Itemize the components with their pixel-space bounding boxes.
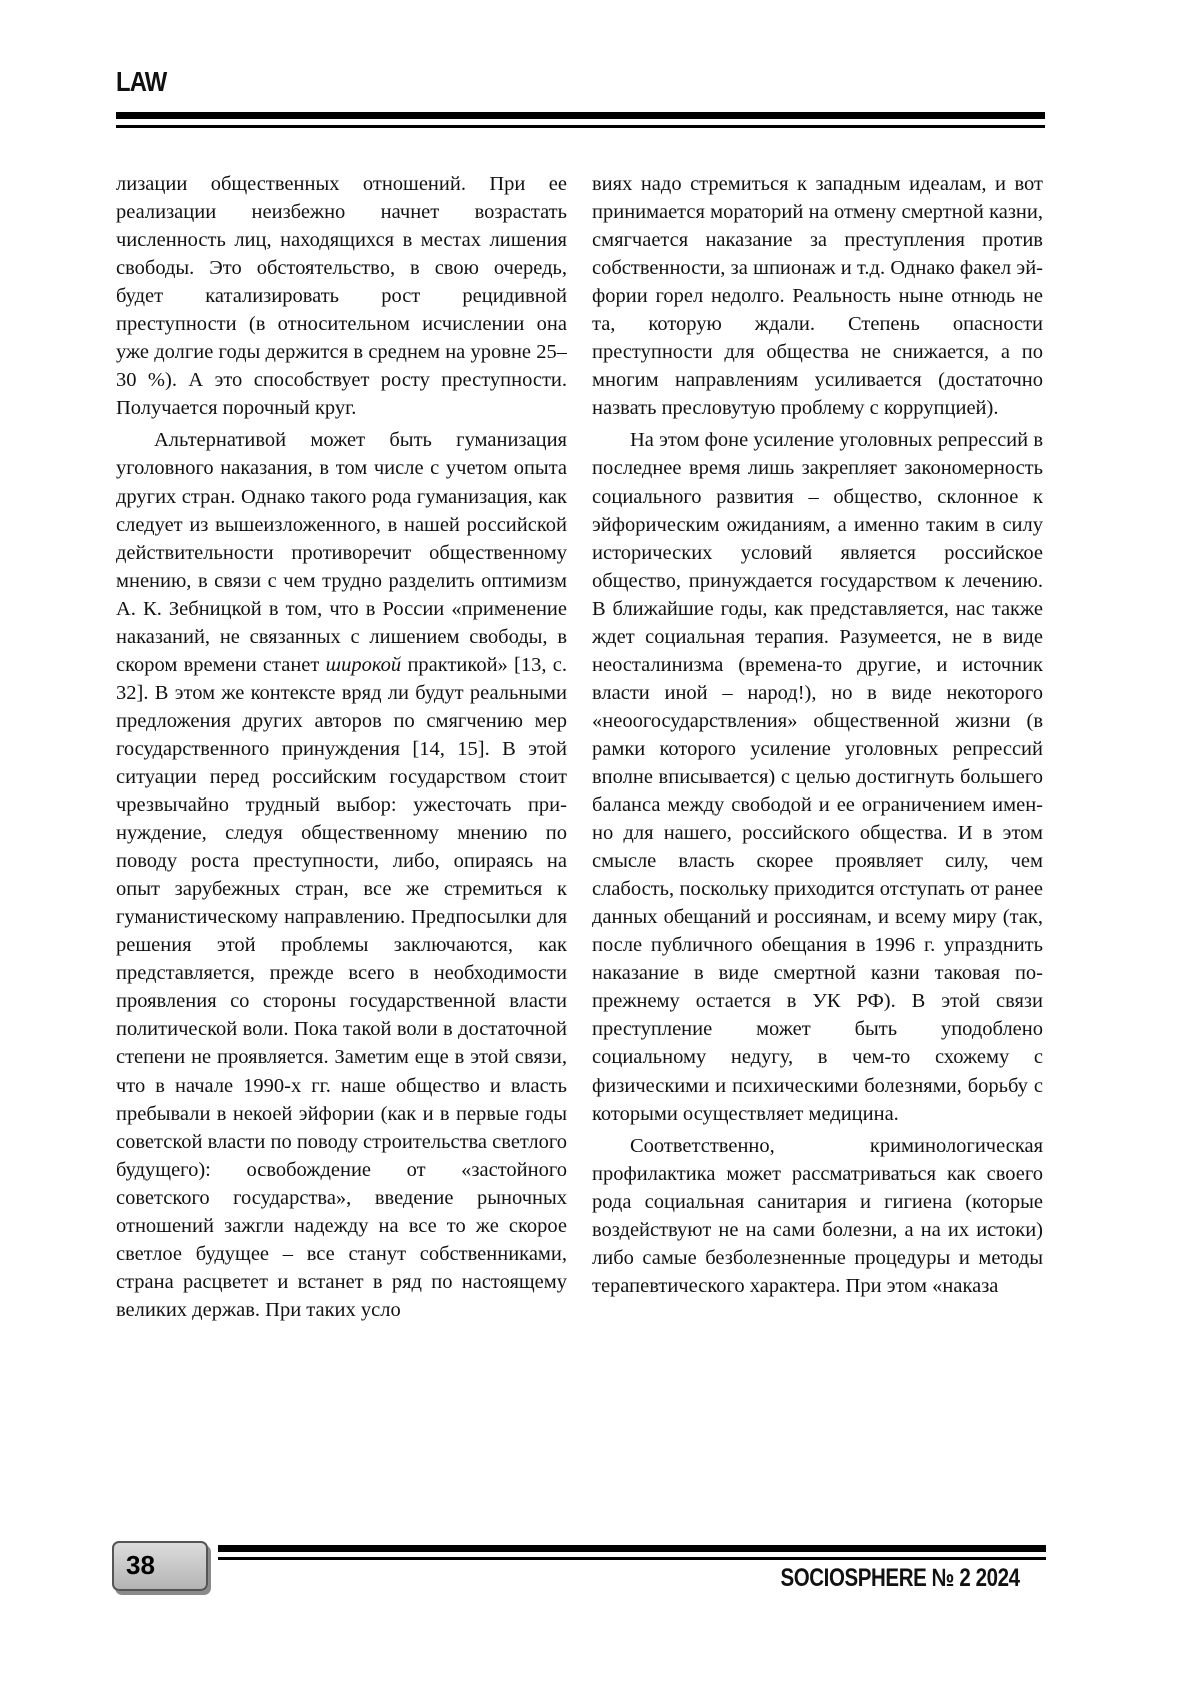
page-number-badge: 38 [112, 1541, 208, 1591]
right-paragraph-2: На этом фоне усиление уголовных репрессий в последнее время лишь закрепляет закономерность социального развития – общество, склонное к эйфорическим ожиданиям, а именно таким в силу исторических условий является российское общество, принуждается государством к лечению. В ближайшие годы, как представляется, нас также ждет социальная терапия. Разумеется, не в виде неосталинизма (времена-то другие, и источник власти иной – народ!), но в виде некоторого «неоогосударствления» общественной жизни (в рамки которого усиление уголовных репрессий вполне вписывается) с целью достигнуть большего баланса между свободой и ее ограничением именно для нашего, российского общества. И в этом смысле власть скорее проявляет силу, чем слабость, поскольку приходится отступать от ранее данных обещаний и россиянам, и всему миру (так, после публичного обещания в 1996 г. упразднить наказание в виде смертной казни таковая по-прежнему остается в УК РФ). В этой связи преступление может быть уподоблено социальному недугу, в чем-то схожему с физическими и психическими болезнями, борьбу с которыми осуществляет медицина. [592, 429, 1043, 1125]
footer-rule-thin [218, 1557, 1046, 1560]
right-paragraph-1: виях надо стремиться к западным идеалам, и вот принимается мораторий на отмену смертной казни, смягчается наказание за преступления против собственности, за шпионаж и т.д. Однако факел эйфории горел недолго. Реальность ныне отнюдь не та, которую ждали. Степень опасности преступности для общества не снижается, а по многим направлениям усиливается (достаточно назвать пресловутую проблему с коррупцией). [592, 173, 1043, 420]
header-rule-thick [116, 112, 1045, 119]
section-label: LAW [116, 66, 167, 97]
left-paragraph-2: Альтернативой может быть гуманизация уголовного наказания, в том числе с учетом опыта других стран. Однако такого рода гуманизация, как следует из вышеизложенного, в нашей российской действительности противоречит общественному мнению, в связи с чем трудно разделить оптимизм А. К. Зебницкой в том, что в России «применение наказаний, не связанных с лишением свободы, в скором времени станет широкой практикой» [13, с. 32]. В этом же контексте вряд ли будут реальными предложения других авторов по смягчению мер государственного принуждения [14, 15]. В этой ситуации перед российским государством стоит чрезвычайно трудный выбор: ужесточать принуждение, следуя общественному мнению по поводу роста преступности, либо, опираясь на опыт зарубежных стран, все же стремиться к гуманистическому направлению. Предпосылки для решения этой проблемы заключаются, как представляется, прежде всего в необходимости проявления со стороны государственной власти политической воли. Пока такой воли в достаточной степени не проявляется. Заметим еще в этой связи, что в начале 1990-х гг. наше общество и власть пребывали в некоей эйфории (как и в первые годы советской власти по поводу строительства светлого будущего): освобождение от «застойного советского государства», введение рыночных отношений зажгли надежду на все то же скорое светлое будущее – все станут собственниками, страна расцветет и встанет в ряд по настоящему великих держав. При таких усло [116, 429, 567, 1321]
left-column [116, 170, 567, 1520]
header-rule-thin [116, 125, 1045, 128]
journal-issue-label: SOCIOSPHERE № 2 2024 [780, 1564, 1020, 1592]
footer-rule-thick [218, 1545, 1046, 1552]
right-column [592, 170, 1043, 1520]
left-paragraph-1: лизации общественных отношений. При ее реализации неизбежно начнет возрастать численность лиц, находящихся в местах лишения свободы. Это обстоятельство, в свою очередь, будет катализировать рост рецидивной преступности (в относительном исчислении она уже долгие годы держится в среднем на уровне 25–30 %). А это способствует росту преступности. Получается порочный круг. [116, 173, 567, 420]
right-paragraph-3: Соответственно, криминологическая профилактика может рассматриваться как своего рода социальная санитария и гигиена (которые воздействуют не на сами болезни, а на их истоки) либо самые безболезненные процедуры и методы терапевтического характера. При этом «наказа [592, 1134, 1043, 1297]
